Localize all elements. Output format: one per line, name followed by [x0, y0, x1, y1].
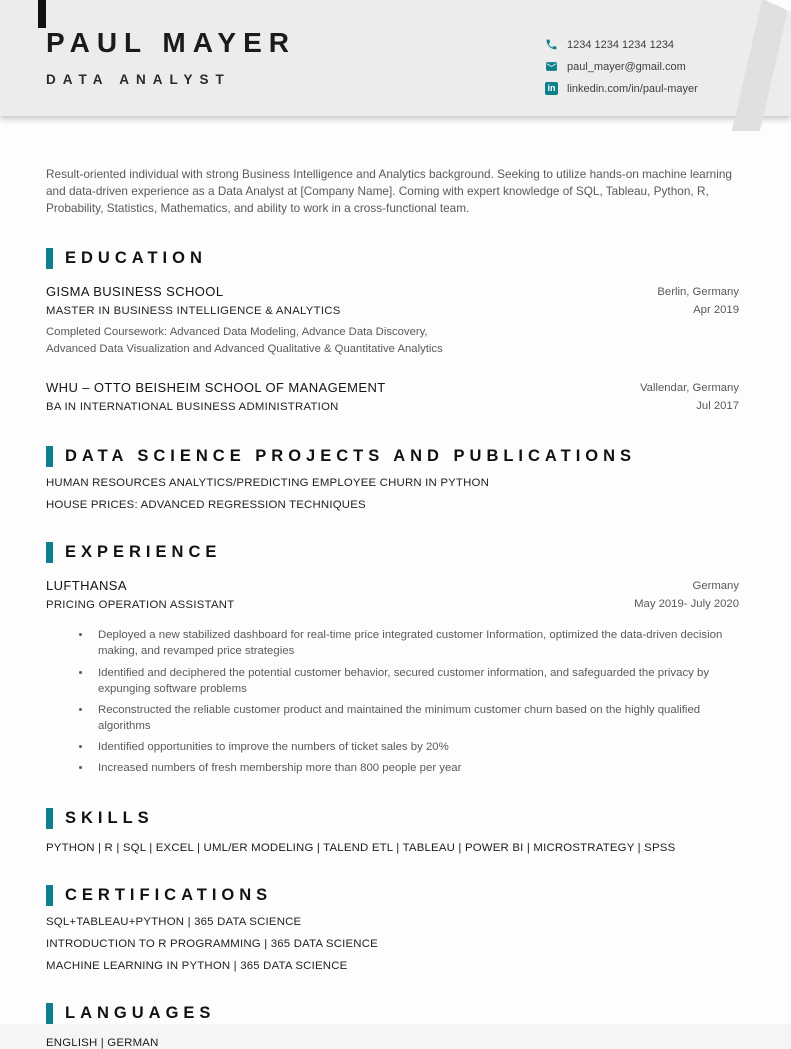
certifications-heading — [46, 885, 739, 906]
education-entry — [46, 380, 739, 415]
section-title: EDUCATION — [65, 249, 207, 268]
resume-header — [0, 0, 791, 132]
experience-bullet: • Increased numbers of fresh membership more than 800 people per year — [92, 760, 739, 776]
section-education — [46, 248, 739, 415]
project-item: HOUSE PRICES: ADVANCED REGRESSION TECHNIQUES — [46, 499, 366, 512]
company-name: LUFTHANSA — [46, 578, 127, 594]
experience-date: May 2019- July 2020 — [634, 597, 739, 610]
experience-bullet: • Reconstructed the reliable customer product and maintained the minimum customer churn based on the highly qualified algorithms — [92, 702, 739, 734]
linkedin-icon: in — [545, 82, 558, 95]
black-tab-decoration — [38, 0, 46, 28]
contact-phone-row — [545, 38, 698, 51]
education-entry — [46, 284, 739, 358]
experience-bullet: • Identified and deciphered the potential customer behavior, secured customer information, and safeguarded the privacy by expunging software problems — [92, 665, 739, 697]
section-projects — [46, 446, 739, 511]
skills-list: PYTHON | R | SQL | EXCEL | UML/ER MODELING | TALEND ETL | TABLEAU | POWER BI | MICROSTRATEGY | SPSS — [46, 841, 676, 854]
role-title: PRICING OPERATION ASSISTANT — [46, 599, 235, 612]
education-date: Jul 2017 — [696, 399, 739, 412]
projects-heading — [46, 446, 739, 467]
experience-bullet: • Deployed a new stabilized dashboard for real-time price integrated customer Information, optimized the data-driven decision making, and revamped price strategies — [92, 627, 739, 659]
email-icon — [545, 60, 558, 73]
section-title: EXPERIENCE — [65, 543, 222, 562]
education-heading — [46, 248, 739, 269]
certification-item: SQL+TABLEAU+PYTHON | 365 DATA SCIENCE — [46, 915, 302, 928]
section-experience — [46, 542, 739, 777]
experience-heading — [46, 542, 739, 563]
experience-entry — [46, 578, 739, 613]
section-title: DATA SCIENCE PROJECTS AND PUBLICATIONS — [65, 447, 637, 466]
experience-entry-meta — [634, 578, 739, 613]
certification-item: INTRODUCTION TO R PROGRAMMING | 365 DATA SCIENCE — [46, 937, 378, 950]
coursework-details: Completed Coursework: Advanced Data Modeling, Advance Data Discovery, Advanced Data Visualization and Advanced Qualitative & Quantitative Analytics — [46, 326, 443, 356]
phone-icon — [545, 38, 558, 51]
contact-email-row — [545, 60, 698, 73]
languages-heading — [46, 1003, 739, 1024]
contact-block — [545, 38, 698, 95]
experience-entry-main — [46, 578, 234, 613]
section-title: SKILLS — [65, 808, 154, 827]
accent-bar — [46, 808, 53, 829]
experience-location: Germany — [692, 580, 739, 593]
accent-bar — [46, 542, 53, 563]
phone-number: 1234 1234 1234 1234 — [567, 38, 675, 51]
school-name: WHU – OTTO BEISHEIM SCHOOL OF MANAGEMENT — [46, 380, 386, 396]
person-name: PAUL MAYER — [46, 27, 296, 58]
education-entry-meta — [640, 380, 739, 415]
languages-list: ENGLISH | GERMAN — [46, 1036, 159, 1049]
profile-summary: Result-oriented individual with strong Business Intelligence and Analytics background. Seeking to utilize hands-on machine learning and data-driven experience as a Data Analyst at [Company Name]. Coming with expert knowledge of SQL, Tableau, Python, R, Probability, Statistics, Mathematics, and ability to work in a cross-functional team. — [46, 167, 732, 216]
project-item: HUMAN RESOURCES ANALYTICS/PREDICTING EMPLOYEE CHURN IN PYTHON — [46, 477, 489, 490]
skills-heading — [46, 808, 739, 829]
contact-linkedin-row — [545, 82, 698, 95]
accent-bar — [46, 446, 53, 467]
linkedin-url[interactable]: linkedin.com/in/paul-mayer — [567, 82, 698, 95]
section-skills — [46, 808, 739, 854]
section-title: CERTIFICATIONS — [65, 885, 273, 904]
section-title: LANGUAGES — [65, 1003, 216, 1022]
degree-name: MASTER IN BUSINESS INTELLIGENCE & ANALYTICS — [46, 305, 341, 318]
accent-bar — [46, 885, 53, 906]
education-entry-meta — [657, 284, 739, 358]
email-address[interactable]: paul_mayer@gmail.com — [567, 60, 686, 73]
school-name: GISMA BUSINESS SCHOOL — [46, 284, 224, 300]
education-date: Apr 2019 — [693, 303, 739, 316]
education-location: Berlin, Germany — [657, 286, 739, 299]
education-location: Vallendar, Germany — [639, 382, 739, 395]
education-entry-main — [46, 380, 386, 415]
experience-bullet-list — [46, 627, 739, 777]
person-job-title: DATA ANALYST — [46, 71, 231, 87]
certification-item: MACHINE LEARNING IN PYTHON | 365 DATA SCIENCE — [46, 959, 348, 972]
accent-bar — [46, 1003, 53, 1024]
section-certifications — [46, 885, 739, 972]
accent-bar — [46, 248, 53, 269]
experience-bullet: • Identified opportunities to improve the numbers of ticket sales by 20% — [92, 739, 739, 755]
section-languages — [46, 1003, 739, 1049]
degree-name: BA IN INTERNATIONAL BUSINESS ADMINISTRATION — [46, 401, 339, 414]
resume-body — [0, 166, 791, 1049]
education-entry-main — [46, 284, 466, 358]
